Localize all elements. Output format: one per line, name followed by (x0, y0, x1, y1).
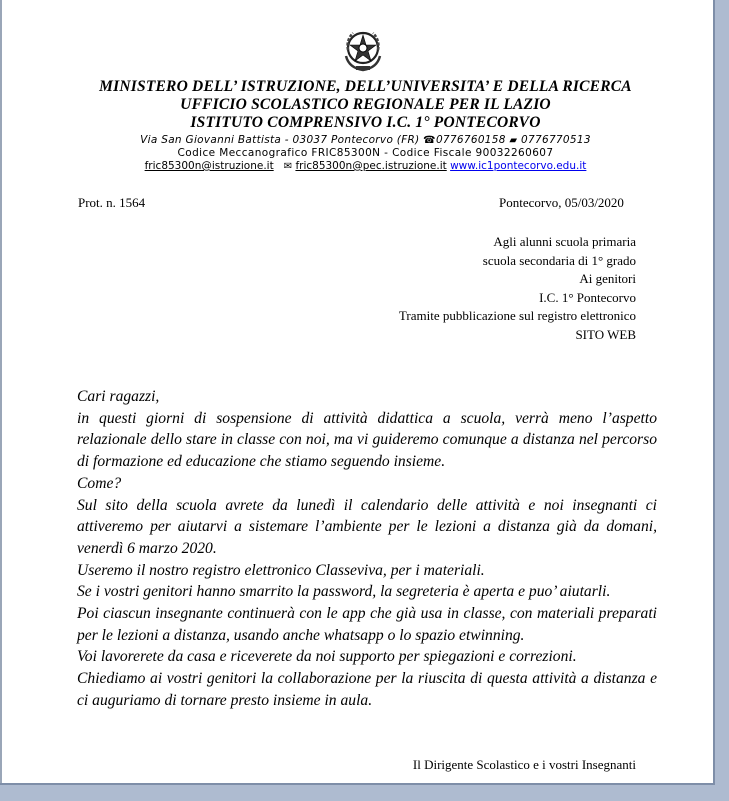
website-link[interactable]: www.ic1pontecorvo.edu.it (450, 160, 587, 172)
body-paragraph: Sul sito della scuola avrete da lunedì il calendario delle attività e noi insegnanti ci attiveremo per aiutarvi a sistemare l’ambiente per le lezioni a distanza già da domani, venerdì 6 marzo 2020. (77, 496, 657, 557)
body-paragraph: in questi giorni di sospensione di attività didattica a scuola, verrà meno l’aspetto relazionale dello stare in classe con noi, ma vi guideremo comunque a distanza nel percorso di formazione ed educazione che stiamo seguendo insieme. (77, 409, 657, 471)
recipient-line: I.C. 1° Pontecorvo (539, 289, 636, 305)
greeting: Cari ragazzi, (77, 388, 160, 405)
letter-body (77, 386, 657, 712)
fax-icon: ▰ (509, 135, 518, 146)
recipient-line: scuola secondaria di 1° grado (482, 252, 636, 268)
envelope-icon: ✉ (283, 161, 293, 172)
window-frame-bottom (0, 785, 729, 801)
school-title: ISTITUTO COMPRENSIVO I.C. 1° PONTECORVO (190, 114, 541, 131)
body-paragraph: Poi ciascun insegnante continuerà con le app che già usa in classe, con materiali preparati per le lezioni a distanza, usando anche whatsapp o lo spazio etwinning. (77, 605, 657, 644)
body-paragraph: Useremo il nostro registro elettronico Classeviva, per i materiali. (77, 561, 485, 579)
pec-email-link[interactable]: fric85300n@pec.istruzione.it (295, 160, 447, 172)
fax-number: 0776770513 (521, 134, 591, 146)
document-page (2, 0, 713, 783)
recipient-line: Ai genitori (579, 271, 636, 287)
signature: Il Dirigente Scolastico e i vostri Insegnanti (412, 757, 636, 772)
phone-icon: ☎ (423, 135, 436, 146)
recipient-line: Agli alunni scuola primaria (493, 234, 636, 249)
contact-line (2, 134, 729, 147)
protocol-number: Prot. n. 1564 (78, 195, 146, 210)
address: Via San Giovanni Battista - 03037 Pontecorvo (FR) (140, 134, 420, 146)
recipient-line: Tramite pubblicazione sul registro elettronico (398, 308, 636, 324)
body-paragraph: Voi lavorerete da casa e riceverete da noi supporto per spiegazioni e correzioni. (77, 648, 577, 666)
school-codes: Codice Meccanografico FRIC85300N - Codice Fiscale 90032260607 (177, 147, 554, 159)
regional-office-title: UFFICIO SCOLASTICO REGIONALE PER IL LAZIO (180, 96, 551, 113)
email-link[interactable]: fric85300n@istruzione.it (144, 160, 274, 172)
phone-number: 0776760158 (435, 134, 506, 146)
body-paragraph: Se i vostri genitori hanno smarrito la password, la segreteria è aperta e puo’ aiutarli. (77, 583, 611, 601)
ministry-title: MINISTERO DELL’ ISTRUZIONE, DELL’UNIVERSITA’ E DELLA RICERCA (99, 78, 632, 95)
emblem-icon (341, 26, 385, 74)
body-paragraph: Come? (77, 474, 122, 492)
place-date: Pontecorvo, 05/03/2020 (499, 195, 624, 210)
email-line (2, 160, 729, 173)
recipients-block (399, 233, 636, 345)
recipient-line: SITO WEB (575, 326, 636, 342)
body-paragraph: Chiediamo ai vostri genitori la collaborazione per la riuscita di questa attività a distanza e ci auguriamo di tornare presto insieme in aula. (77, 670, 657, 709)
letterhead (2, 78, 729, 173)
